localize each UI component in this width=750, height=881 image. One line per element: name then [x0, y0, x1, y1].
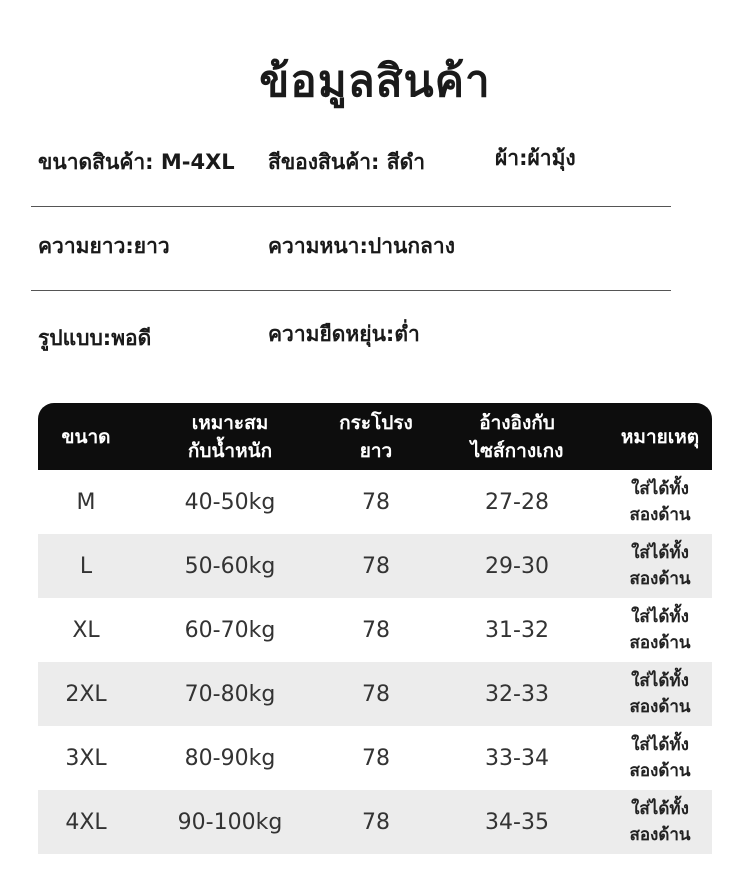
- cell-weight: 80-90kg: [184, 745, 276, 771]
- table-header: [38, 403, 712, 470]
- header-length: กระโปรงยาว: [339, 411, 413, 462]
- header-size: ขนาด: [61, 425, 111, 448]
- cell-note: [608, 540, 712, 592]
- header-weight: [134, 409, 326, 465]
- cell-reference: 31-32: [485, 617, 549, 643]
- cell-weight: 90-100kg: [177, 809, 283, 835]
- cell-length: 78: [362, 745, 390, 771]
- header-reference-line1: อ้างอิงกับ: [479, 411, 555, 434]
- cell-reference: 34-35: [485, 809, 549, 835]
- cell-note-line2: สองด้าน: [629, 505, 691, 525]
- cell-note: [608, 668, 712, 720]
- cell-note: [608, 796, 712, 848]
- cell-size: 4XL: [65, 809, 107, 835]
- table-row: [38, 598, 712, 662]
- product-stretch-spec: ความยืดหยุ่น:ต่ำ: [268, 322, 420, 346]
- cell-note-line1: ใส่ได้ทั้ง: [631, 607, 689, 627]
- table-row: [38, 470, 712, 534]
- cell-size: XL: [72, 617, 100, 643]
- cell-note-line1: ใส่ได้ทั้ง: [631, 543, 689, 563]
- cell-weight: 70-80kg: [184, 681, 276, 707]
- cell-note-line2: สองด้าน: [629, 825, 691, 845]
- table-row: [38, 726, 712, 790]
- cell-weight: 40-50kg: [184, 489, 276, 515]
- cell-length: 78: [362, 489, 390, 515]
- cell-note: [608, 732, 712, 784]
- product-fabric-spec: ผ้า:ผ้ามุ้ง: [495, 146, 576, 170]
- cell-note-line2: สองด้าน: [629, 761, 691, 781]
- cell-note-line1: ใส่ได้ทั้ง: [631, 671, 689, 691]
- info-row-3: [0, 318, 750, 358]
- info-row-2: [0, 230, 750, 270]
- product-size-spec: ขนาดสินค้า: M-4XL: [38, 150, 235, 174]
- product-color-spec: สีของสินค้า: สีดำ: [268, 150, 426, 174]
- size-chart-table: [38, 403, 712, 854]
- table-row: [38, 662, 712, 726]
- divider: [31, 290, 671, 291]
- product-length-spec: ความยาว:ยาว: [38, 234, 170, 258]
- header-reference: [426, 409, 608, 465]
- cell-length: 78: [362, 681, 390, 707]
- cell-reference: 33-34: [485, 745, 549, 771]
- cell-note: [608, 604, 712, 656]
- product-fit-spec: รูปแบบ:พอดี: [38, 326, 152, 350]
- cell-length: 78: [362, 553, 390, 579]
- cell-size: M: [76, 489, 96, 515]
- header-weight-line1: เหมาะสม: [191, 411, 269, 434]
- cell-weight: 60-70kg: [184, 617, 276, 643]
- cell-length: 78: [362, 809, 390, 835]
- page-title: ข้อมูลสินค้า: [259, 56, 491, 107]
- table-row: [38, 790, 712, 854]
- cell-note-line1: ใส่ได้ทั้ง: [631, 735, 689, 755]
- cell-size: 2XL: [65, 681, 107, 707]
- header-note: หมายเหตุ: [620, 425, 700, 448]
- cell-reference: 29-30: [485, 553, 549, 579]
- cell-note-line1: ใส่ได้ทั้ง: [631, 799, 689, 819]
- cell-note-line2: สองด้าน: [629, 569, 691, 589]
- cell-note: [608, 476, 712, 528]
- cell-length: 78: [362, 617, 390, 643]
- info-row-1: [0, 146, 750, 186]
- cell-weight: 50-60kg: [184, 553, 276, 579]
- cell-reference: 27-28: [485, 489, 549, 515]
- header-reference-line2: ไซส์กางเกง: [470, 439, 564, 462]
- cell-note-line2: สองด้าน: [629, 633, 691, 653]
- product-thickness-spec: ความหนา:ปานกลาง: [268, 234, 455, 258]
- table-row: [38, 534, 712, 598]
- cell-note-line1: ใส่ได้ทั้ง: [631, 479, 689, 499]
- cell-size: L: [79, 553, 93, 579]
- divider: [31, 206, 671, 207]
- header-weight-line2: กับน้ำหนัก: [187, 439, 273, 462]
- cell-reference: 32-33: [485, 681, 549, 707]
- cell-note-line2: สองด้าน: [629, 697, 691, 717]
- cell-size: 3XL: [65, 745, 107, 771]
